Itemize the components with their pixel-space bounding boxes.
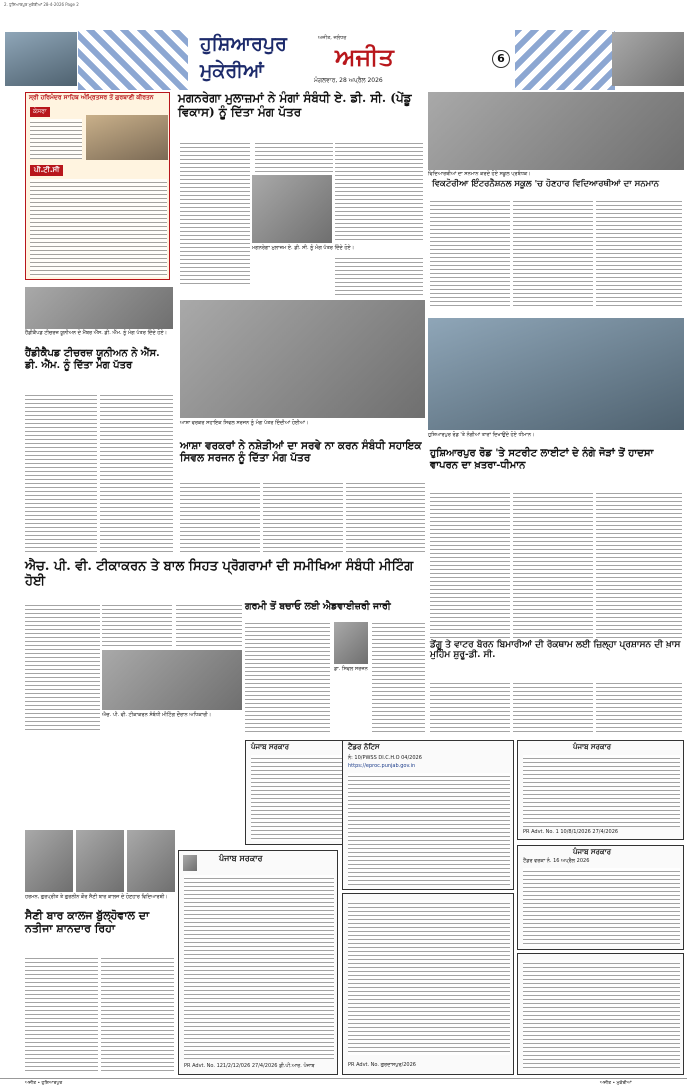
golden-temple-ad-body <box>30 179 167 277</box>
saini-caption: ਹਰਮਨ, ਗੁਰਪ੍ਰੀਤ ਤੇ ਗੁਰਲੀਨ ਕੌਰ ਸੈਣੀ ਬਾਰ ਕਾਲਜ ਦੇ ਹੋਣਹਾਰ ਵਿਦਿਆਰਥੀ। <box>25 894 168 900</box>
golden-temple-image <box>86 115 168 160</box>
tender-notice-body <box>348 773 510 885</box>
notice-middle-lower-body <box>348 900 510 1055</box>
headline-dengue: ਡੇਂਗੂ ਤੇ ਵਾਟਰ ਬੋਰਨ ਬਿਮਾਰੀਆਂ ਦੀ ਰੋਕਥਾਮ ਲਈ ਜ਼ਿਲ੍ਹਾ ਪ੍ਰਸ਼ਾਸਨ ਦੀ ਖ਼ਾਸ ਮੁਹਿੰਮ ਸ਼ੁਰੂ-ਡੀ. ਸੀ. <box>430 640 681 661</box>
asha-text-1 <box>180 480 260 552</box>
dengue-text-2 <box>513 680 593 735</box>
masthead-paper-name: ਅਜੀਤ <box>335 42 394 71</box>
mgnrega-text-1 <box>180 140 250 285</box>
street-text-3 <box>596 490 682 638</box>
student-photos <box>25 830 175 892</box>
notice-middle-lower <box>342 893 514 1075</box>
teachers-text-2 <box>100 392 173 552</box>
ptc-logo: ਪੀ.ਟੀ.ਸੀ <box>30 165 63 176</box>
footer-left: ਅਜੀਤ • ਹੁਸ਼ਿਆਰਪੁਰ <box>25 1081 63 1086</box>
masthead-title-box <box>190 30 430 90</box>
headline-victoria-school: ਵਿਕਟੋਰੀਆ ਇੰਟਰਨੈਸ਼ਨਲ ਸਕੂਲ 'ਚ ਹੋਣਹਾਰ ਵਿਦਿਆਰਥੀਆਂ ਦਾ ਸਨਮਾਨ <box>432 179 659 189</box>
footer-rule <box>0 1078 687 1079</box>
headline-teachers-union: ਹੈਂਡੀਕੈਪਡ ਟੀਚਰਜ਼ ਯੂਨੀਅਨ ਨੇ ਐੱਸ. ਡੀ. ਐੱਮ. ਨੂੰ ਦਿੱਤਾ ਮੰਗ ਪੱਤਰ <box>25 348 160 371</box>
masthead-title-line1: ਹੁਸ਼ਿਆਰਪੁਰ <box>200 33 287 55</box>
street-text-1 <box>430 490 510 638</box>
dengue-text-3 <box>596 680 682 735</box>
headline-heat: ਗਰਮੀ ਤੋਂ ਬਚਾਓ ਲਈ ਐਡਵਾਈਜ਼ਰੀ ਜਾਰੀ <box>245 601 391 612</box>
saini-text-1 <box>25 955 98 1073</box>
headline-mgnrega: ਮਗਨਰੇਗਾ ਮੁਲਾਜ਼ਮਾਂ ਨੇ ਮੰਗਾਂ ਸੰਬੰਧੀ ਏ. ਡੀ. ਸੀ. (ਪੇਂਡੂ ਵਿਕਾਸ) ਨੂੰ ਦਿੱਤਾ ਮੰਗ ਪੱਤਰ <box>178 91 412 119</box>
student-photo-1 <box>25 830 73 892</box>
hpv-meeting-photo <box>102 650 242 710</box>
hpv-text-1 <box>25 602 100 732</box>
tender-notice-number: ਨੰ: 10/PWSS DI.C.H.O 04/2026 <box>348 755 422 761</box>
golden-temple-ad-text <box>30 119 82 159</box>
tender-notice-right <box>517 845 684 950</box>
masthead-title-line2: ਮੁਕੇਰੀਆਂ <box>200 60 264 82</box>
masthead-pattern-right <box>515 30 615 90</box>
student-photo-3 <box>127 830 175 892</box>
masthead <box>0 10 687 88</box>
notice-middle-lower-pr: PR Advt. No. ਗੁਰਦਾਸਪੁਰ/2026 <box>348 1062 416 1068</box>
hpv-text-2 <box>102 602 172 647</box>
teachers-union-photo <box>25 287 173 329</box>
street-caption: ਹੁਸ਼ਿਆਰਪੁਰ ਰੋਡ 'ਤੇ ਨੰਗੀਆਂ ਤਾਰਾਂ ਦਿਖਾਉਂਦੇ ਹੋਏ ਧੀਮਾਨ। <box>428 432 535 438</box>
victoria-text-2 <box>513 198 593 308</box>
punjab-govt-notice-left <box>178 850 338 1075</box>
print-slug: 2. ਹੁਸ਼ਿਆਰਪੁਰ ਮੁਕੇਰੀਆਂ 28-4-2026 Page 2 <box>4 2 79 7</box>
page-number-badge: 6 <box>492 50 510 68</box>
dengue-text-1 <box>430 680 510 735</box>
victoria-text-1 <box>430 198 510 308</box>
headline-hpv: ਐਚ. ਪੀ. ਵੀ. ਟੀਕਾਕਰਨ ਤੇ ਬਾਲ ਸਿਹਤ ਪ੍ਰੋਗਰਾਮਾਂ ਦੀ ਸਮੀਖਿਆ ਸੰਬੰਧੀ ਮੀਟਿੰਗ ਹੋਈ <box>25 559 414 589</box>
notice-right-lower <box>517 953 684 1075</box>
heat-text-2 <box>372 620 425 735</box>
tender-notice-website[interactable]: https://eproc.punjab.gov.in <box>348 763 416 769</box>
asha-workers-photo <box>180 300 425 418</box>
hpv-caption: ਐਚ. ਪੀ. ਵੀ. ਟੀਕਾਕਰਨ ਸੰਬੰਧੀ ਮੀਟਿੰਗ ਦੌਰਾਨ ਅਧਿਕਾਰੀ। <box>102 712 212 718</box>
saini-text-2 <box>101 955 174 1073</box>
asha-caption: ਆਸ਼ਾ ਵਰਕਰ ਸਹਾਇਕ ਸਿਵਲ ਸਰਜਨ ਨੂੰ ਮੰਗ ਪੱਤਰ ਦਿੰਦੀਆਂ ਹੋਈਆਂ। <box>180 420 309 426</box>
tender-right-date: ਟੈਂਡਰ ਵਰਕਾ ਨੰ. 16 ਅਪ੍ਰੈਲ 2026 <box>523 858 590 864</box>
golden-temple-ad-label: ਕੇਸਰਾ <box>30 107 50 117</box>
footer-right: ਅਜੀਤ • ਮੁਕੇਰੀਆਂ <box>600 1081 632 1086</box>
notice-right-lower-body <box>523 960 680 1070</box>
headline-asha-workers: ਆਸ਼ਾ ਵਰਕਰਾਂ ਨੇ ਨਸ਼ੇੜੀਆਂ ਦਾ ਸਰਵੇ ਨਾ ਕਰਨ ਸੰਬੰਧੀ ਸਹਾਇਕ ਸਿਵਲ ਸਰਜਨ ਨੂੰ ਦਿੱਤਾ ਮੰਗ ਪੱਤਰ <box>180 440 422 465</box>
mgnrega-caption: ਮਗਨਰੇਗਾ ਮੁਲਾਜ਼ਮ ਏ. ਡੀ. ਸੀ. ਨੂੰ ਮੰਗ ਪੱਤਰ ਦਿੰਦੇ ਹੋਏ। <box>252 245 355 251</box>
victoria-school-photo <box>428 92 684 170</box>
victoria-text-3 <box>596 198 682 308</box>
headline-street-lights: ਹੁਸ਼ਿਆਰਪੁਰ ਰੋਡ 'ਤੇ ਸਟਰੀਟ ਲਾਈਟਾਂ ਦੇ ਨੰਗੇ ਜੋੜਾਂ ਤੋਂ ਹਾਦਸਾ ਵਾਪਰਨ ਦਾ ਖ਼ਤਰਾ-ਧੀਮਾਨ <box>430 448 654 471</box>
mgnrega-text-2 <box>255 140 333 174</box>
masthead-date: ਮੰਗਲਵਾਰ, 28 ਅਪ੍ਰੈਲ 2026 <box>314 77 383 84</box>
teachers-text-1 <box>25 392 97 552</box>
notice-left-body <box>184 875 334 1059</box>
teachers-caption: ਹੈਂਡੀਕੈਪਡ ਟੀਚਰਜ਼ ਯੂਨੀਅਨ ਦੇ ਮੈਂਬਰ ਐੱਸ. ਡੀ. ਐੱਮ. ਨੂੰ ਮੰਗ ਪੱਤਰ ਦਿੰਦੇ ਹੋਏ। <box>25 330 168 336</box>
tender-right-title: ਪੰਜਾਬ ਸਰਕਾਰ <box>573 847 612 856</box>
asha-text-3 <box>346 480 425 552</box>
golden-temple-ad-title: ਸ੍ਰੀ ਹਰਿਮੰਦਰ ਸਾਹਿਬ ਅੰਮ੍ਰਿਤਸਰ ਤੋਂ ਗੁਰਬਾਣੀ ਕੀਰਤਨ <box>29 94 154 101</box>
notice-middle-title: ਪੰਜਾਬ ਸਰਕਾਰ <box>251 742 290 751</box>
student-photo-2 <box>76 830 124 892</box>
notice-right-title: ਪੰਜਾਬ ਸਰਕਾਰ <box>573 742 612 751</box>
street-light-photo <box>428 318 684 430</box>
mgnrega-text-4 <box>335 255 423 295</box>
masthead-pattern <box>78 30 188 90</box>
tender-notice-title: ਟੈਂਡਰ ਨੋਟਿਸ <box>348 742 380 751</box>
doctor-photo <box>334 622 368 664</box>
masthead-photo-left <box>5 32 77 86</box>
tender-notice <box>342 740 514 890</box>
masthead-photo-right <box>612 32 684 86</box>
punjab-govt-notice-right <box>517 740 684 840</box>
victoria-caption: ਵਿਦਿਆਰਥੀਆਂ ਦਾ ਸਨਮਾਨ ਕਰਦੇ ਹੋਏ ਸਕੂਲ ਪ੍ਰਬੰਧਕ। <box>428 171 531 177</box>
notice-right-pr: PR Advt. No. 1 10/8/1/2026 27/4/2026 <box>523 829 619 835</box>
street-text-2 <box>513 490 593 638</box>
asha-text-2 <box>263 480 343 552</box>
notice-right-body <box>523 755 680 827</box>
masthead-city: ਅਜੀਤ, ਜਲੰਧਰ <box>318 35 347 41</box>
mgnrega-text-3 <box>335 140 423 240</box>
heat-text-1 <box>245 620 330 735</box>
mgnrega-photo <box>252 175 332 243</box>
golden-temple-ad <box>25 92 170 280</box>
hpv-text-3 <box>176 602 242 647</box>
doctor-caption: ਡਾ. ਸਿਵਲ ਸਰਜਨ <box>334 666 368 672</box>
notice-left-title: ਪੰਜਾਬ ਸਰਕਾਰ <box>219 853 263 863</box>
notice-left-logo <box>183 855 197 871</box>
notice-left-pr: PR Advt. No. 121/2/12/026 27/4/2026 ਡੀ.ਪੀ.ਆਰ. ਪੰਜਾਬ <box>184 1063 315 1069</box>
headline-saini-college: ਸੈਣੀ ਬਾਰ ਕਾਲਜ ਬੁੱਲ੍ਹੋਵਾਲ ਦਾ ਨਤੀਜਾ ਸ਼ਾਨਦਾਰ ਰਿਹਾ <box>25 909 150 935</box>
tender-right-body <box>523 868 680 946</box>
